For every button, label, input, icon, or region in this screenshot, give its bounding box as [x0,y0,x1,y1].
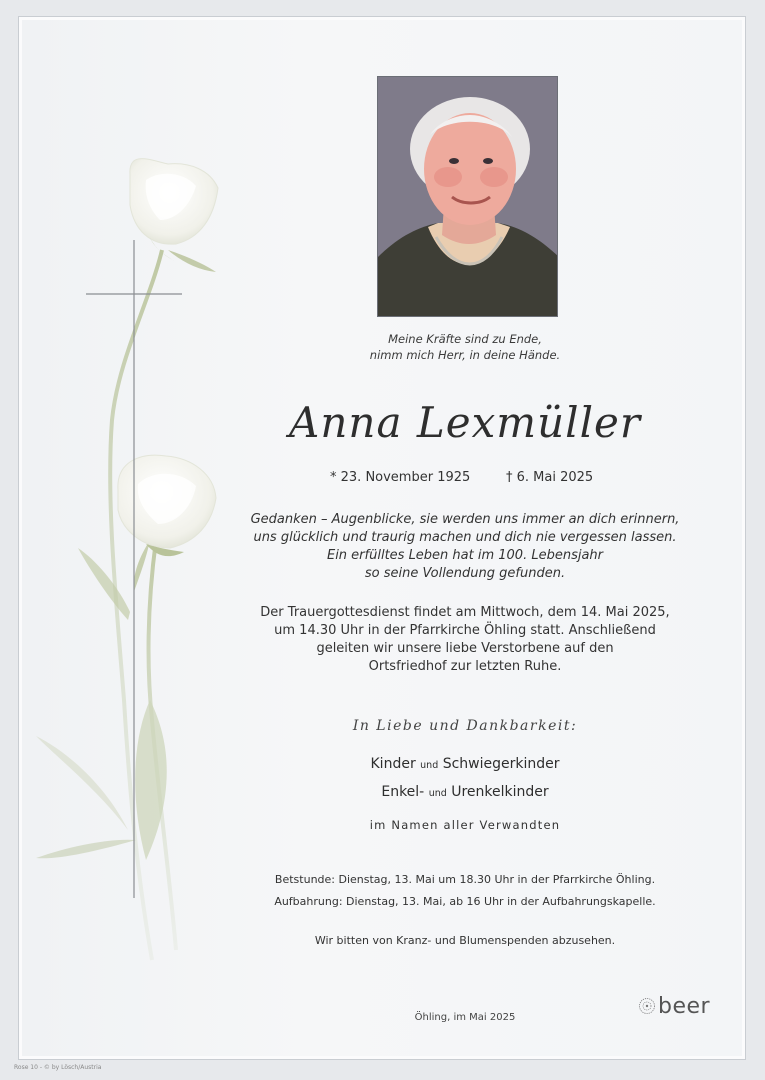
remembrance-poem [200,511,730,583]
family-line-grandchildren [200,784,730,800]
logo-text: beer [658,993,711,1019]
family-term: Enkel- [381,784,425,800]
death-date: † 6. Mai 2025 [506,470,594,485]
viewing-info: Aufbahrung: Dienstag, 13. Mai, ab 16 Uhr in der Aufbahrungskapelle. [274,895,656,908]
design-credit: Rose 10 - © by Lösch/Austria [14,1064,102,1071]
funeral-service-text [200,604,730,676]
leaf [36,736,128,830]
poem-line: so seine Vollendung gefunden. [364,566,566,581]
service-line: Ortsfriedhof zur letzten Ruhe. [368,659,562,674]
family-term: Urenkelkinder [451,784,549,800]
rose-bloom-upper [130,159,218,262]
leaf [134,540,150,592]
birth-date: * 23. November 1925 [330,470,471,485]
deceased-name: Anna Lexmüller [289,398,641,447]
family-term: Kinder [370,756,416,772]
portrait-photo [377,76,558,317]
motto [200,331,730,363]
leaf [168,250,216,272]
donation-request: Wir bitten von Kranz- und Blumenspenden abzusehen. [314,934,616,947]
service-line: geleiten wir unsere liebe Verstorbene auf den [316,641,614,656]
family-conjunction: und [428,788,447,799]
family-term: Schwiegerkinder [442,756,560,772]
motto-line: nimm mich Herr, in deine Hände. [369,348,561,362]
beer-logo [638,993,710,1019]
service-line: Der Trauergottesdienst findet am Mittwoch, dem 14. Mai 2025, [260,605,670,620]
leaf [78,548,130,620]
family-conjunction: und [420,760,439,771]
service-line: um 14.30 Uhr in der Pfarrkirche Öhling statt. Anschließend [274,623,656,638]
leaf [135,700,167,860]
place-date: Öhling, im Mai 2025 [414,1012,516,1023]
poem-line: Gedanken – Augenblicke, sie werden uns immer an dich erinnern, [250,512,680,527]
dandelion-logo-icon [638,997,656,1015]
poem-line: Ein erfülltes Leben hat im 100. Lebensjahr [326,548,604,563]
leaf [36,840,136,859]
motto-line: Meine Kräfte sind zu Ende, [388,332,542,346]
prayer-hour-info: Betstunde: Dienstag, 13. Mai um 18.30 Uhr in der Pfarrkirche Öhling. [274,873,656,886]
thanks-heading: In Liebe und Dankbarkeit: [352,718,578,734]
family-line-children [200,756,730,772]
on-behalf-line: im Namen aller Verwandten [369,818,561,832]
poem-line: uns glücklich und traurig machen und dich nie vergessen lassen. [253,530,677,545]
